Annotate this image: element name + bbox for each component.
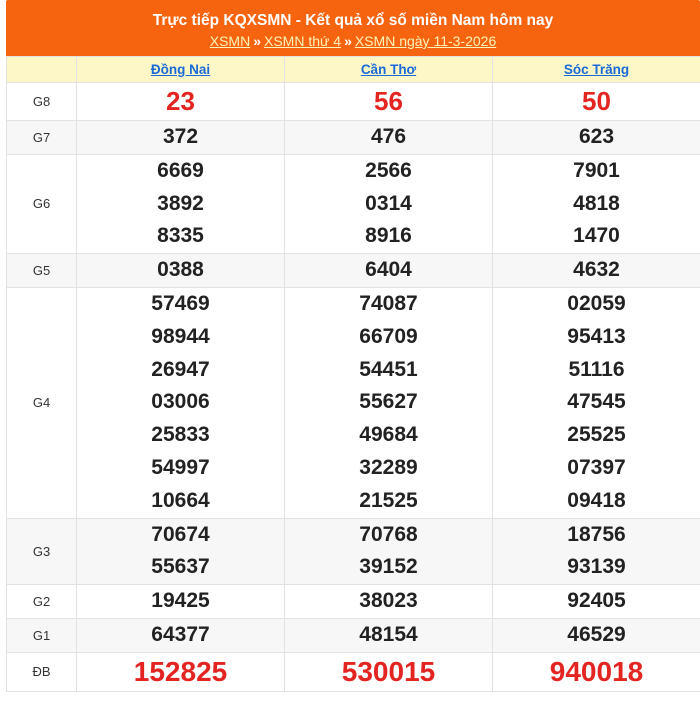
result-number: 6404 <box>365 258 412 282</box>
result-number: 54451 <box>359 357 418 381</box>
result-number: 152825 <box>133 655 228 687</box>
result-cell <box>493 652 700 691</box>
result-cell <box>77 83 285 121</box>
result-number: 25525 <box>567 423 626 447</box>
result-cell <box>493 618 700 652</box>
result-number: 6669 <box>157 158 204 182</box>
corner-cell <box>7 57 77 83</box>
result-number: 4632 <box>573 258 620 282</box>
result-number: 70768 <box>359 522 418 546</box>
result-number: 38023 <box>359 589 418 613</box>
result-number: 0388 <box>157 258 204 282</box>
result-cell <box>77 254 285 288</box>
province-header <box>493 57 700 83</box>
province-link-soc-trang[interactable]: Sóc Trăng <box>563 62 630 77</box>
province-link-can-tho[interactable]: Cần Thơ <box>360 62 417 77</box>
result-cell <box>493 585 700 619</box>
result-number: 623 <box>578 125 615 148</box>
breadcrumb-separator: » <box>253 33 261 49</box>
province-header <box>77 57 285 83</box>
result-cell <box>493 254 700 288</box>
prize-label: G4 <box>7 287 77 518</box>
result-number: 26947 <box>151 357 210 381</box>
results-table <box>6 56 700 692</box>
prize-row <box>7 287 700 518</box>
prize-row <box>7 618 700 652</box>
result-cell <box>77 618 285 652</box>
result-number: 66709 <box>359 324 418 348</box>
result-number: 25833 <box>151 423 210 447</box>
prize-row <box>7 518 700 585</box>
result-cell <box>77 518 285 585</box>
prize-row <box>7 585 700 619</box>
prize-label: G6 <box>7 154 77 253</box>
result-number: 10664 <box>151 488 210 512</box>
result-number: 50 <box>582 86 611 116</box>
result-cell <box>285 121 493 155</box>
result-cell <box>285 618 493 652</box>
result-cell <box>77 154 285 253</box>
result-number: 57469 <box>151 291 210 315</box>
result-number: 93139 <box>567 555 626 579</box>
result-number: 8335 <box>157 224 204 248</box>
result-number: 3892 <box>157 191 204 215</box>
result-cell <box>285 154 493 253</box>
prize-label: G3 <box>7 518 77 585</box>
breadcrumb <box>6 31 700 51</box>
result-number: 07397 <box>567 455 626 479</box>
breadcrumb-xsmn[interactable]: XSMN <box>209 33 251 49</box>
result-cell <box>493 121 700 155</box>
result-number: 19425 <box>151 589 210 613</box>
result-number: 55637 <box>151 555 210 579</box>
result-cell <box>77 652 285 691</box>
result-number: 46529 <box>567 622 626 646</box>
result-number: 02059 <box>567 291 626 315</box>
prize-rows <box>7 83 700 692</box>
breadcrumb-xsmn-date[interactable]: XSMN ngày 11-3-2026 <box>354 33 497 49</box>
result-cell <box>77 287 285 518</box>
result-number: 2566 <box>365 158 412 182</box>
result-number: 09418 <box>567 488 626 512</box>
result-cell <box>285 518 493 585</box>
result-number: 74087 <box>359 291 418 315</box>
result-cell <box>285 83 493 121</box>
result-number: 940018 <box>549 655 644 687</box>
result-number: 23 <box>166 86 195 116</box>
result-number: 372 <box>162 125 199 148</box>
result-number: 95413 <box>567 324 626 348</box>
result-cell <box>493 518 700 585</box>
prize-label: G7 <box>7 121 77 155</box>
province-header-row <box>7 57 700 83</box>
prize-label: G5 <box>7 254 77 288</box>
result-number: 7901 <box>573 158 620 182</box>
result-cell <box>285 287 493 518</box>
result-number: 8916 <box>365 224 412 248</box>
result-number: 98944 <box>151 324 210 348</box>
province-link-dong-nai[interactable]: Đồng Nai <box>150 62 211 77</box>
result-number: 18756 <box>567 522 626 546</box>
prize-row <box>7 121 700 155</box>
result-cell <box>493 83 700 121</box>
result-cell <box>77 121 285 155</box>
result-number: 48154 <box>359 622 418 646</box>
result-number: 92405 <box>567 589 626 613</box>
result-number: 55627 <box>359 390 418 414</box>
prize-row <box>7 652 700 691</box>
prize-label: G8 <box>7 83 77 121</box>
result-cell <box>493 154 700 253</box>
prize-label: G1 <box>7 618 77 652</box>
result-number: 32289 <box>359 455 418 479</box>
result-number: 03006 <box>151 390 210 414</box>
result-cell <box>493 287 700 518</box>
result-number: 476 <box>370 125 407 148</box>
result-number: 70674 <box>151 522 210 546</box>
prize-row <box>7 83 700 121</box>
result-cell <box>285 254 493 288</box>
result-number: 39152 <box>359 555 418 579</box>
prize-label: ĐB <box>7 652 77 691</box>
result-cell <box>285 652 493 691</box>
result-number: 47545 <box>567 390 626 414</box>
prize-row <box>7 154 700 253</box>
result-number: 1470 <box>573 224 620 248</box>
breadcrumb-separator: » <box>344 33 352 49</box>
breadcrumb-xsmn-thu-4[interactable]: XSMN thứ 4 <box>264 33 342 49</box>
prize-row <box>7 254 700 288</box>
prize-label: G2 <box>7 585 77 619</box>
result-number: 49684 <box>359 423 418 447</box>
result-cell <box>77 585 285 619</box>
result-number: 0314 <box>365 191 412 215</box>
result-cell <box>285 585 493 619</box>
result-number: 56 <box>374 86 403 116</box>
result-number: 530015 <box>341 655 436 687</box>
result-number: 21525 <box>359 488 418 512</box>
page-title: Trực tiếp KQXSMN - Kết quả xổ số miền Nam hôm nay <box>152 12 554 29</box>
result-number: 54997 <box>151 455 210 479</box>
result-number: 51116 <box>568 357 625 381</box>
result-number: 4818 <box>573 191 620 215</box>
results-header <box>6 0 700 56</box>
province-header <box>285 57 493 83</box>
result-number: 64377 <box>151 622 210 646</box>
